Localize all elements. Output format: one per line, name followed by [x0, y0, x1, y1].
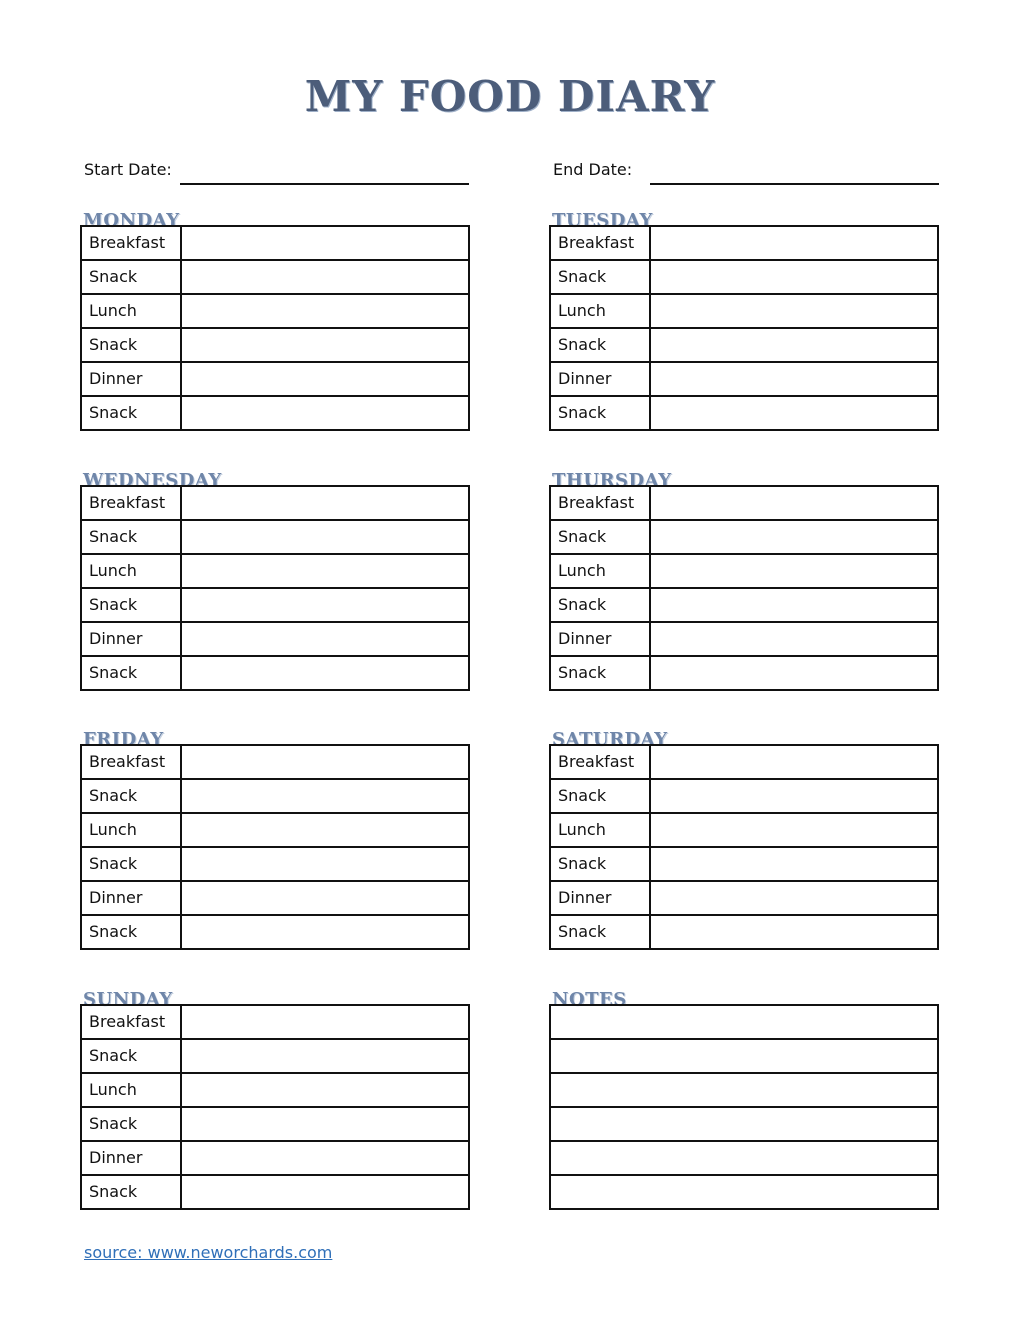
meal-entry-field[interactable]	[182, 1142, 468, 1174]
meal-label: Lunch	[551, 814, 651, 846]
meal-entry-field[interactable]	[651, 521, 937, 553]
meal-label: Snack	[82, 1108, 182, 1140]
meal-label: Dinner	[82, 1142, 182, 1174]
meal-entry-field[interactable]	[651, 657, 937, 689]
meal-row	[82, 363, 468, 397]
note-line-field[interactable]	[551, 1108, 937, 1140]
meal-entry-field[interactable]	[651, 261, 937, 293]
meal-entry-field[interactable]	[182, 1040, 468, 1072]
note-row	[551, 1142, 937, 1176]
meal-entry-field[interactable]	[182, 487, 468, 519]
meal-entry-field[interactable]	[651, 397, 937, 429]
meal-label: Breakfast	[551, 487, 651, 519]
meal-label: Snack	[82, 916, 182, 948]
meal-row	[551, 848, 937, 882]
note-row	[551, 1108, 937, 1142]
meal-row	[82, 227, 468, 261]
meal-row	[551, 363, 937, 397]
meal-entry-field[interactable]	[182, 1176, 468, 1208]
meal-row	[82, 261, 468, 295]
end-date-label: End Date:	[553, 160, 633, 179]
meal-entry-field[interactable]	[651, 555, 937, 587]
meal-label: Dinner	[82, 623, 182, 655]
meal-entry-field[interactable]	[651, 363, 937, 395]
meal-label: Snack	[551, 657, 651, 689]
meal-entry-field[interactable]	[182, 589, 468, 621]
day-section-monday	[80, 210, 470, 450]
meal-label: Snack	[551, 397, 651, 429]
meal-label: Lunch	[82, 295, 182, 327]
meal-entry-field[interactable]	[182, 848, 468, 880]
source-link[interactable]: source: www.neworchards.com	[84, 1243, 333, 1262]
meal-label: Breakfast	[82, 227, 182, 259]
meal-label: Snack	[82, 261, 182, 293]
meal-label: Dinner	[82, 363, 182, 395]
meal-entry-field[interactable]	[182, 1074, 468, 1106]
meal-entry-field[interactable]	[182, 916, 468, 948]
meal-entry-field[interactable]	[182, 295, 468, 327]
meal-row	[551, 882, 937, 916]
meal-entry-field[interactable]	[651, 623, 937, 655]
meal-row	[551, 657, 937, 689]
meal-label: Snack	[82, 397, 182, 429]
meal-row	[82, 555, 468, 589]
day-title: THURSDAY	[552, 470, 672, 491]
meal-row	[82, 1108, 468, 1142]
notes-table	[549, 1004, 939, 1210]
meal-label: Lunch	[551, 555, 651, 587]
meal-row	[82, 295, 468, 329]
meal-label: Snack	[551, 848, 651, 880]
meal-entry-field[interactable]	[182, 746, 468, 778]
meal-entry-field[interactable]	[182, 814, 468, 846]
meal-row	[551, 589, 937, 623]
meal-entry-field[interactable]	[651, 589, 937, 621]
meal-entry-field[interactable]	[182, 1006, 468, 1038]
note-line-field[interactable]	[551, 1142, 937, 1174]
meal-label: Snack	[82, 780, 182, 812]
meal-row	[551, 295, 937, 329]
meal-row	[82, 329, 468, 363]
meal-row	[551, 329, 937, 363]
meal-label: Lunch	[82, 814, 182, 846]
meal-entry-field[interactable]	[651, 848, 937, 880]
day-title: MONDAY	[83, 210, 180, 231]
meal-row	[551, 521, 937, 555]
meal-row	[82, 916, 468, 948]
meal-row	[551, 261, 937, 295]
note-line-field[interactable]	[551, 1176, 937, 1208]
meal-label: Dinner	[551, 623, 651, 655]
meal-label: Snack	[82, 521, 182, 553]
meal-row	[551, 555, 937, 589]
day-title: TUESDAY	[552, 210, 653, 231]
meal-label: Snack	[82, 589, 182, 621]
meal-entry-field[interactable]	[651, 814, 937, 846]
day-title: SUNDAY	[83, 989, 173, 1010]
meal-row	[82, 1176, 468, 1208]
meal-table	[80, 1004, 470, 1210]
meal-label: Snack	[82, 848, 182, 880]
meal-label: Dinner	[551, 882, 651, 914]
meal-table	[80, 485, 470, 691]
meal-row	[551, 397, 937, 429]
note-row	[551, 1040, 937, 1074]
start-date-label: Start Date:	[84, 160, 172, 179]
meal-label: Snack	[551, 521, 651, 553]
meal-entry-field[interactable]	[182, 227, 468, 259]
meal-row	[82, 521, 468, 555]
meal-label: Lunch	[82, 555, 182, 587]
day-section-sunday	[80, 989, 470, 1229]
meal-row	[82, 1006, 468, 1040]
meal-row	[82, 848, 468, 882]
meal-label: Snack	[551, 261, 651, 293]
meal-label: Dinner	[551, 363, 651, 395]
note-row	[551, 1074, 937, 1108]
meal-entry-field[interactable]	[182, 780, 468, 812]
end-date-field[interactable]	[650, 183, 939, 185]
note-line-field[interactable]	[551, 1040, 937, 1072]
meal-row	[82, 1040, 468, 1074]
meal-label: Snack	[551, 780, 651, 812]
day-title: SATURDAY	[552, 729, 668, 750]
meal-label: Breakfast	[551, 746, 651, 778]
meal-row	[551, 623, 937, 657]
meal-row	[551, 746, 937, 780]
meal-label: Lunch	[551, 295, 651, 327]
meal-row	[82, 397, 468, 429]
meal-label: Breakfast	[82, 1006, 182, 1038]
note-row	[551, 1176, 937, 1208]
meal-entry-field[interactable]	[651, 780, 937, 812]
notes-section	[549, 989, 939, 1229]
meal-label: Breakfast	[551, 227, 651, 259]
meal-row	[82, 657, 468, 689]
meal-row	[82, 623, 468, 657]
meal-row	[551, 814, 937, 848]
meal-row	[82, 814, 468, 848]
meal-table	[549, 485, 939, 691]
meal-entry-field[interactable]	[182, 261, 468, 293]
meal-label: Breakfast	[82, 746, 182, 778]
meal-label: Snack	[82, 657, 182, 689]
note-row	[551, 1006, 937, 1040]
meal-entry-field[interactable]	[182, 882, 468, 914]
day-section-thursday	[549, 470, 939, 710]
note-line-field[interactable]	[551, 1006, 937, 1038]
meal-row	[551, 916, 937, 948]
meal-label: Snack	[551, 329, 651, 361]
meal-table	[549, 744, 939, 950]
meal-label: Snack	[82, 1176, 182, 1208]
meal-row	[82, 1074, 468, 1108]
meal-row	[82, 882, 468, 916]
meal-row	[551, 780, 937, 814]
day-section-tuesday	[549, 210, 939, 450]
meal-label: Dinner	[82, 882, 182, 914]
meal-entry-field[interactable]	[182, 363, 468, 395]
day-section-friday	[80, 729, 470, 969]
meal-label: Snack	[82, 329, 182, 361]
meal-table	[80, 225, 470, 431]
note-line-field[interactable]	[551, 1074, 937, 1106]
meal-entry-field[interactable]	[182, 657, 468, 689]
day-title: WEDNESDAY	[83, 470, 222, 491]
meal-entry-field[interactable]	[182, 555, 468, 587]
meal-row	[551, 227, 937, 261]
page-title: MY FOOD DIARY	[304, 72, 716, 121]
meal-entry-field[interactable]	[651, 295, 937, 327]
meal-label: Lunch	[82, 1074, 182, 1106]
day-title: FRIDAY	[83, 729, 164, 750]
day-section-wednesday	[80, 470, 470, 710]
meal-row	[82, 1142, 468, 1176]
meal-label: Snack	[551, 589, 651, 621]
notes-title: NOTES	[552, 989, 627, 1010]
meal-entry-field[interactable]	[651, 329, 937, 361]
meal-row	[551, 487, 937, 521]
meal-entry-field[interactable]	[651, 916, 937, 948]
meal-entry-field[interactable]	[651, 227, 937, 259]
meal-row	[82, 746, 468, 780]
start-date-field[interactable]	[180, 183, 469, 185]
meal-entry-field[interactable]	[182, 329, 468, 361]
meal-row	[82, 487, 468, 521]
meal-entry-field[interactable]	[182, 397, 468, 429]
meal-row	[82, 780, 468, 814]
meal-entry-field[interactable]	[651, 487, 937, 519]
meal-entry-field[interactable]	[182, 623, 468, 655]
day-section-saturday	[549, 729, 939, 969]
meal-entry-field[interactable]	[182, 521, 468, 553]
meal-row	[82, 589, 468, 623]
meal-label: Breakfast	[82, 487, 182, 519]
meal-table	[549, 225, 939, 431]
meal-entry-field[interactable]	[182, 1108, 468, 1140]
meal-entry-field[interactable]	[651, 882, 937, 914]
meal-label: Snack	[82, 1040, 182, 1072]
meal-label: Snack	[551, 916, 651, 948]
meal-entry-field[interactable]	[651, 746, 937, 778]
meal-table	[80, 744, 470, 950]
